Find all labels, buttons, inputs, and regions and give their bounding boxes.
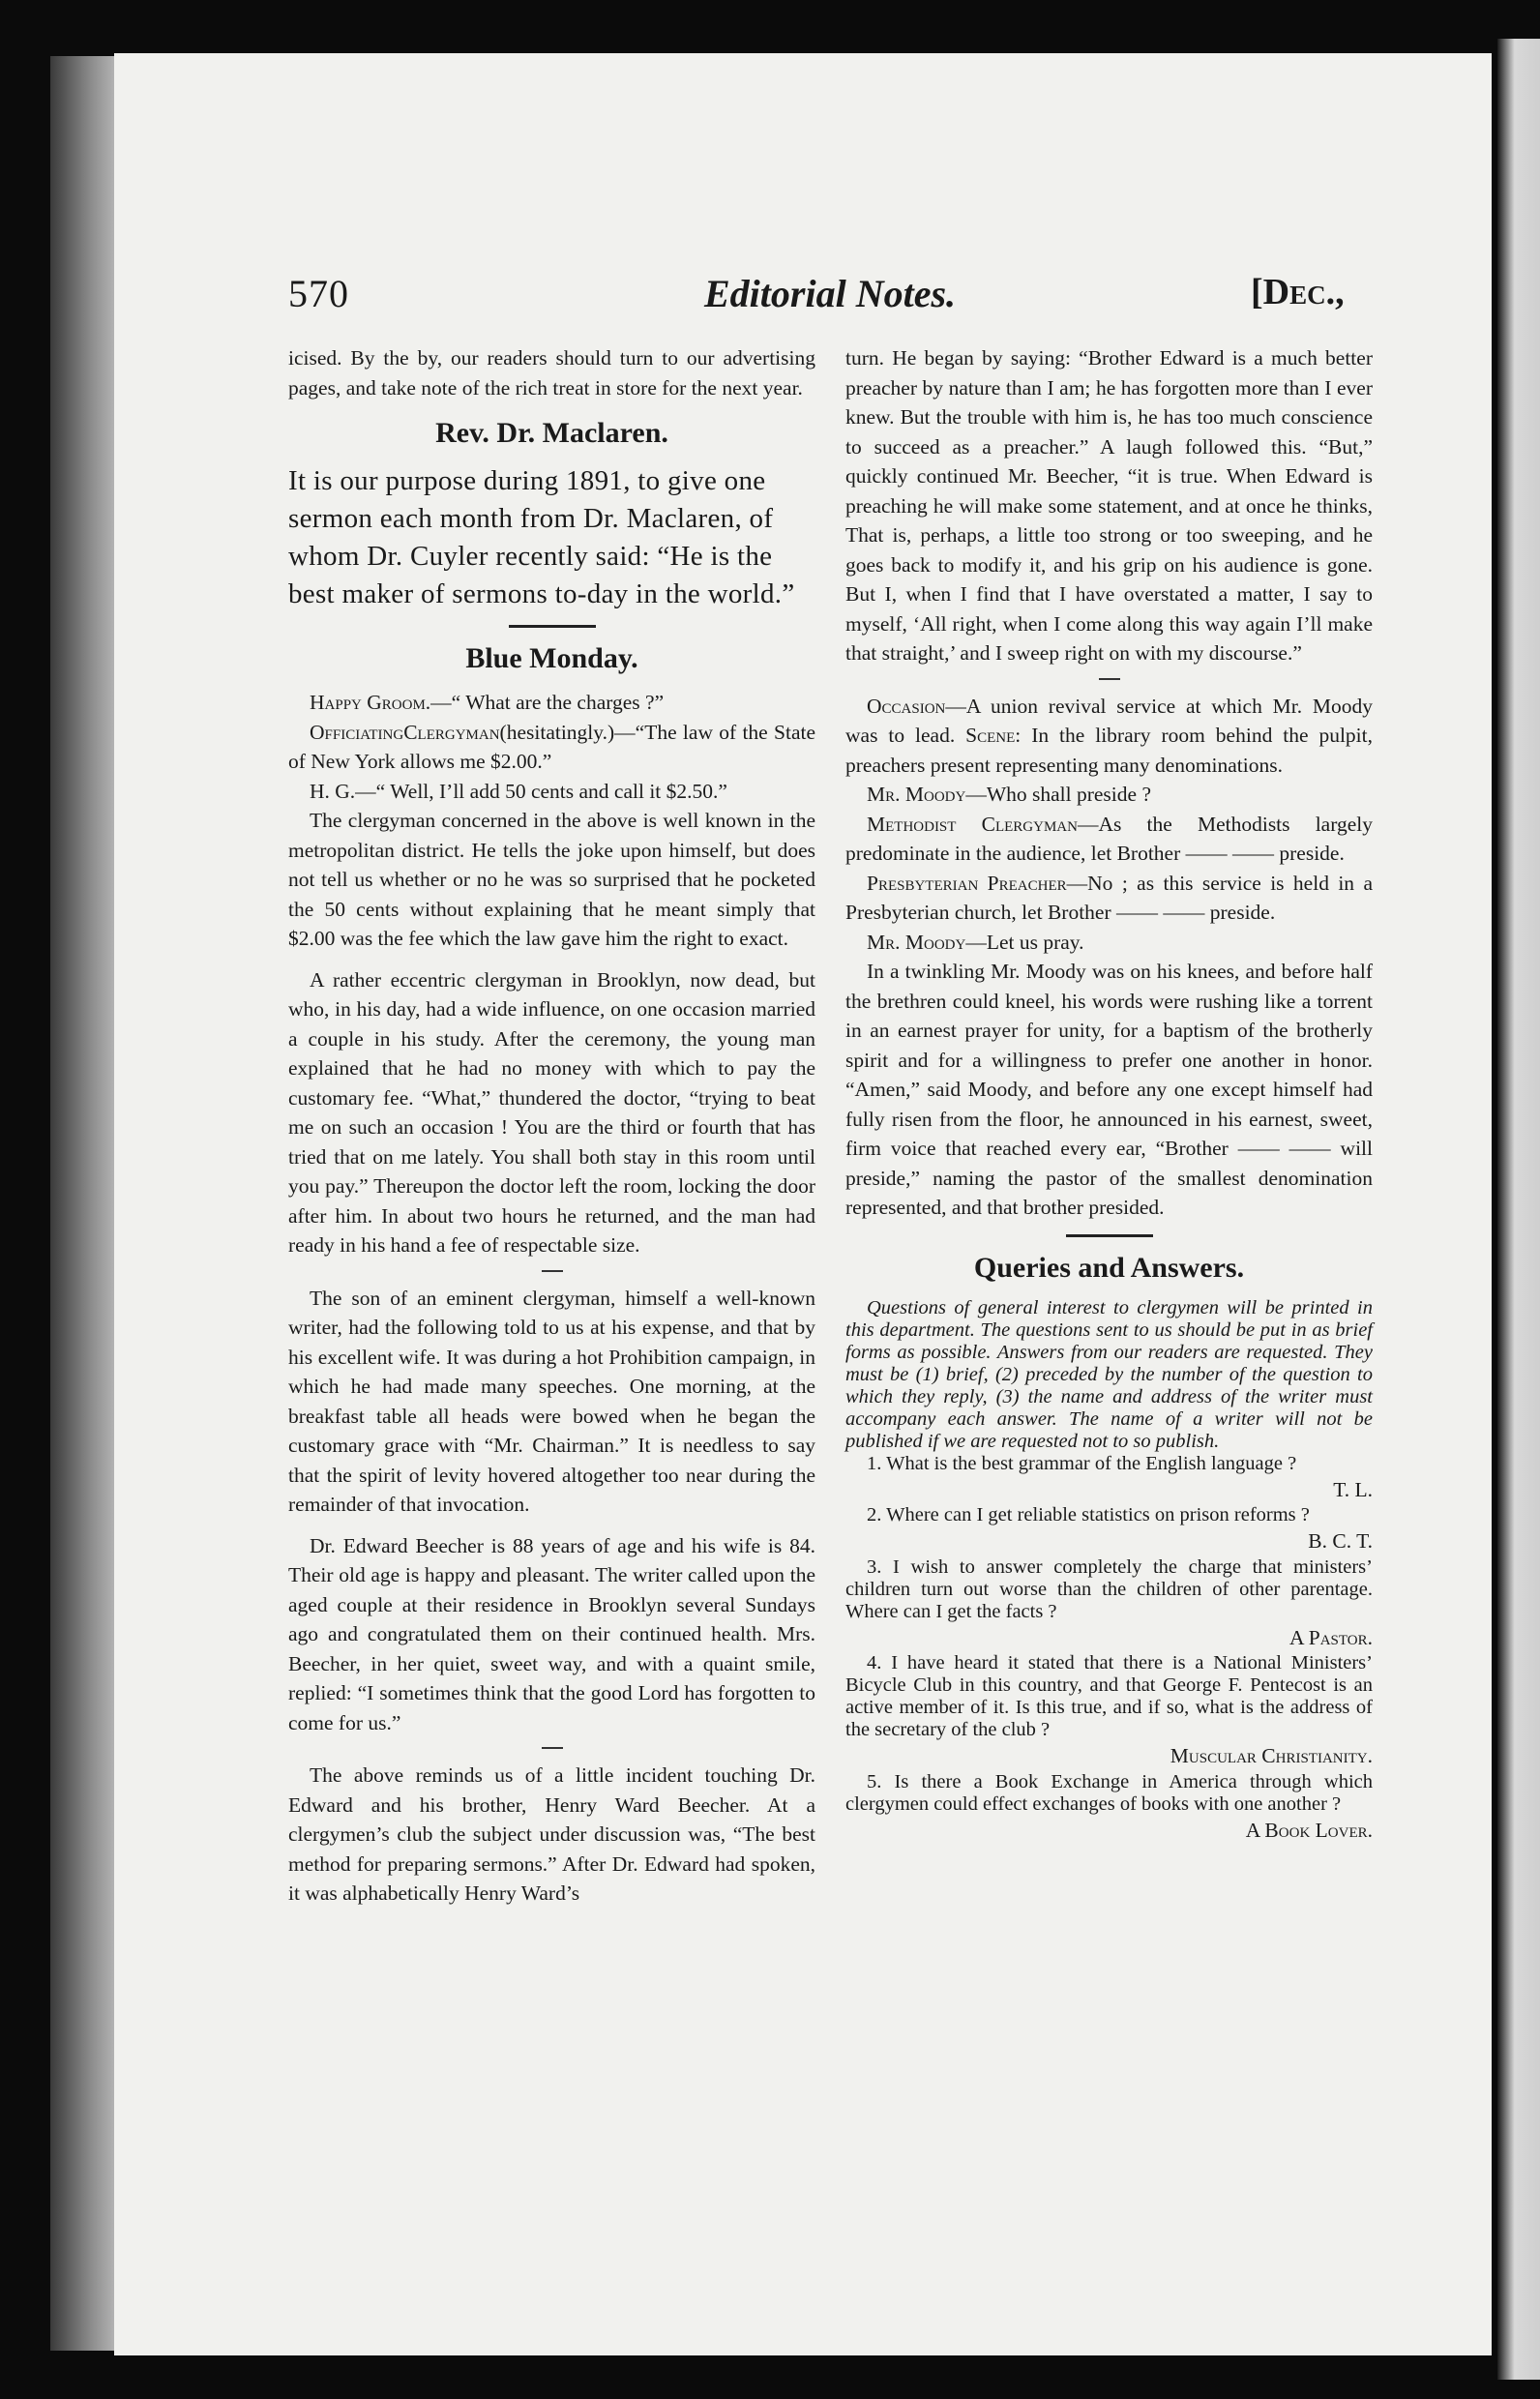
occasion-line: Occasion—A union revival service at which Mr. Moody was to lead. Scene: In the library room behind the pulpit, preachers present representing many denominations.	[845, 694, 1374, 777]
section-rule	[509, 625, 596, 628]
queries-intro: Questions of general interest to clergymen will be printed in this department. The questions sent to us should be put in as brief forms as possible. Answers from our readers are requested. They must be (1) brief, (2) preceded by the number of the question to which they reply, (3) the name and address of the writer must accompany each answer. The name of a writer will not be published if we are requested not to so publish.	[845, 1296, 1373, 1452]
query-item: 1. What is the best grammar of the English language ?	[867, 1452, 1297, 1474]
separator-dash	[542, 1270, 563, 1272]
running-month: [Dec.,	[1251, 272, 1345, 312]
intro-paragraph: icised. By the by, our readers should turn to our advertising pages, and take note of the rich treat in store for the next year.	[288, 346, 815, 400]
page	[114, 53, 1492, 2355]
query-signature: B. C. T.	[1308, 1529, 1373, 1553]
anecdote-paragraph: A rather eccentric clergyman in Brooklyn, now dead, but who, in his day, had a wide influence, on one occasion married a couple in his study. After the ceremony, the young man explained that he had no money with which to pay the customary fee. “What,” thundered the doctor, “trying to beat me on such an occasion ! You are the third or fourth that has tried that on me lately. You shall both stay in this room until you pay.” Thereupon the doctor left the room, locking the door after him. In about two hours he returned, and the man had ready in his hand a fee of respectable size.	[288, 967, 815, 1257]
query-item: 3. I wish to answer completely the charge that ministers’ children turn out worse than the children of other parentage. Where can I get the facts ?	[845, 1555, 1373, 1622]
speaker-label: OfficiatingClergyman	[310, 720, 500, 744]
section-rule	[1066, 1234, 1153, 1237]
dialogue-line-moody: Mr. Moody—Who shall preside ?	[867, 783, 1151, 806]
maclaren-heading: Rev. Dr. Maclaren.	[435, 417, 668, 449]
anecdote-paragraph: Dr. Edward Beecher is 88 years of age and his wife is 84. Their old age is happy and pleasant. The writer called upon the aged couple at their residence in Brooklyn several Sundays ago and congratulated them on their continued health. Mrs. Beecher, in her quiet, sweet way, and with a quaint smile, replied: “I sometimes think that the good Lord has forgotten to come for us.”	[288, 1533, 815, 1734]
scan-right-edge	[1497, 39, 1540, 2380]
running-head	[114, 271, 1492, 319]
query-item: 4. I have heard it stated that there is a National Ministers’ Bicycle Club in this country, and that George F. Pentecost is an active member of it. Is this true, and if so, what is the address of the secretary of the club ?	[845, 1652, 1373, 1740]
scan-binding-edge	[50, 56, 118, 2351]
query-item: 2. Where can I get reliable statistics on prison reforms ?	[867, 1504, 1310, 1525]
query-signature: Muscular Christianity.	[1170, 1744, 1373, 1767]
left-column	[288, 343, 815, 1909]
dialogue-line-groom: Happy Groom.—“ What are the charges ?”	[310, 691, 665, 714]
dialogue-line-hg: H. G.—“ Well, I’ll add 50 cents and call it $2.50.”	[310, 779, 727, 803]
moody-paragraph: In a twinkling Mr. Moody was on his knees, and before half the brethren could kneel, his words were rushing like a torrent in an earnest prayer for unity, for a baptism of the brotherly spirit and for a willingness to prefer one another in honor. “Amen,” said Moody, and before any one except himself had fully risen from the floor, he announced in his earnest, sweet, firm voice that reached every ear, “Brother —— —— will preside,” naming the pastor of the smallest denomination represented, and that brother presided.	[845, 960, 1373, 1219]
query-signature: T. L.	[1333, 1477, 1373, 1501]
dialogue-line-clergyman: OfficiatingClergyman(hesitatingly.)—“The law of the State of New York allows me $2.00.”	[288, 720, 815, 773]
anecdote-paragraph: The son of an eminent clergyman, himself a well-known writer, had the following told to us at his expense, and that by his excellent wife. It was during a hot Prohibition campaign, in which he had made many speeches. One morning, at the breakfast table all heads were bowed when he began the customary grace with “Mr. Chairman.” It is needless to say that the spirit of levity hovered altogether too near during the remainder of that invocation.	[288, 1286, 815, 1516]
dialogue-line-methodist: Methodist Clergyman—As the Methodists largely predominate in the audience, let Brother —— —— preside.	[845, 812, 1373, 865]
speaker-label: Happy Groom.	[310, 691, 431, 714]
dialogue-line-presbyterian: Presbyterian Preacher—No ; as this service is held in a Presbyterian church, let Brother —— —— preside.	[845, 871, 1373, 924]
dialogue-line-moody: Mr. Moody—Let us pray.	[867, 930, 1084, 954]
query-list	[845, 1453, 1373, 1846]
page-number: 570	[288, 272, 349, 315]
query-signature: A Book Lover.	[1245, 1818, 1373, 1842]
query-signature: A Pastor.	[1289, 1625, 1373, 1649]
queries-heading: Queries and Answers.	[973, 1251, 1245, 1284]
beecher-continuation: turn. He began by saying: “Brother Edward is a much better preacher by nature than I am; he has forgotten more than I ever knew. But the trouble with him is, he has too much conscience to succeed as a preacher.” A laugh followed this. “But,” quickly continued Mr. Beecher, “it is true. When Edward is preaching he will make some statement, and at once he thinks, That is, perhaps, a little too strong or too sweeping, and he goes back to modify it, and his grip on his audience is gone. But I, when I find that I have overstated a matter, I say to myself, ‘All right, when I come along this way again I’ll make that straight,’ and I sweep right on with my discourse.”	[845, 346, 1373, 665]
anecdote-paragraph: The above reminds us of a little incident touching Dr. Edward and his brother, Henry Ward Beecher. At a clergymen’s club the subject under discussion was, “The best method for preparing sermons.” After Dr. Edward had spoken, it was alphabetically Henry Ward’s	[288, 1763, 815, 1905]
separator-dash	[542, 1747, 563, 1749]
blue-monday-heading: Blue Monday.	[465, 642, 638, 674]
separator-dash	[1099, 678, 1120, 680]
anecdote-paragraph: The clergyman concerned in the above is well known in the metropolitan district. He tells the joke upon himself, but does not tell us whether or no he was so surprised that he pocketed the 50 cents without explaining that he meant simply that $2.00 was the fee which the law gave him the right to exact.	[288, 809, 815, 950]
right-column	[845, 343, 1373, 1845]
running-title: Editorial Notes.	[704, 272, 957, 315]
query-item: 5. Is there a Book Exchange in America through which clergymen could effect exchanges of books with one another ?	[845, 1770, 1373, 1815]
maclaren-announcement: It is our purpose during 1891, to give one sermon each month from Dr. Maclaren, of whom Dr. Cuyler recently said: “He is the best maker of sermons to-day in the world.”	[288, 465, 795, 609]
